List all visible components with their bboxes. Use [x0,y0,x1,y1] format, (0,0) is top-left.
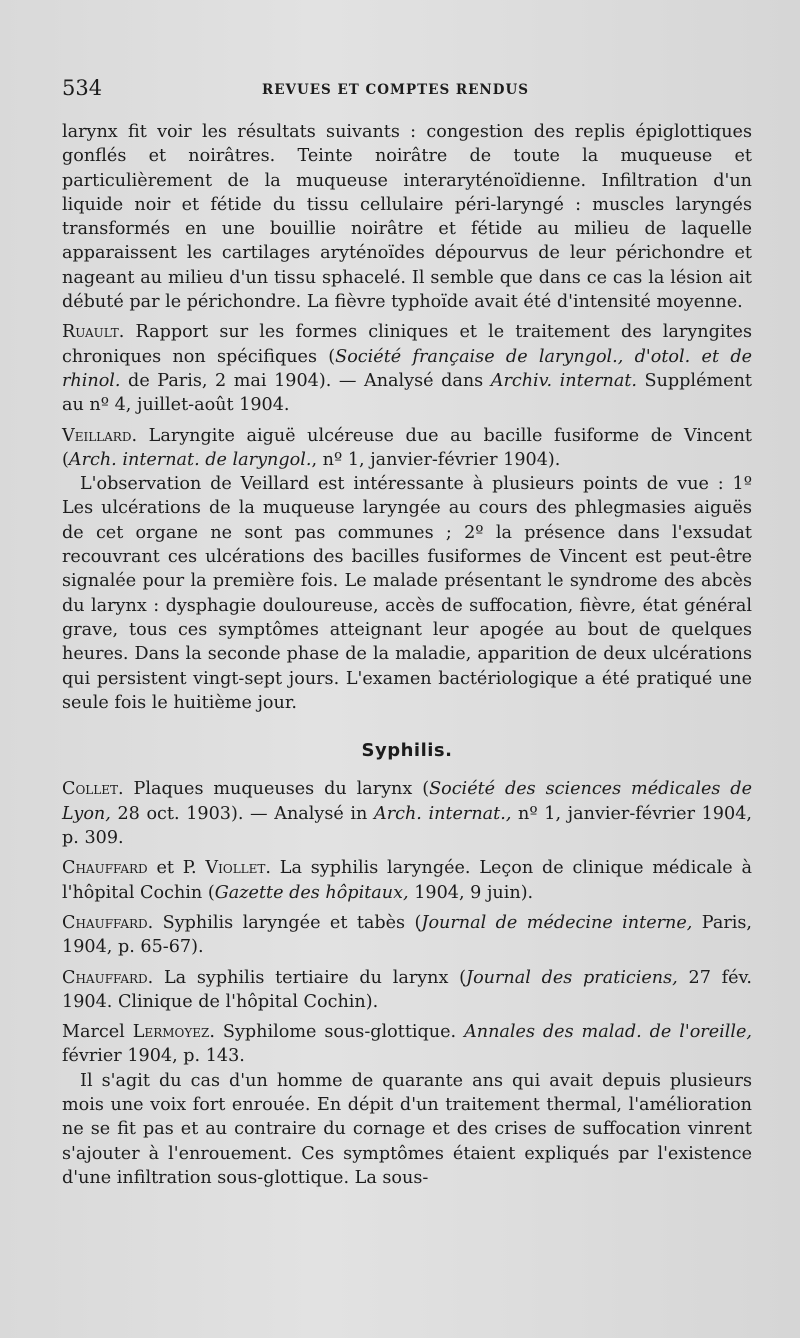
entry-text: Rapport sur les formes cliniques et le traitement des laryngites chroniques non spécifiques ( [62,322,752,367]
body-text [62,120,752,1190]
entry-text: février 1904, p. 143. [62,1046,245,1067]
journal-title: Société française de laryngol., d'otol. et de rhinol. [62,346,752,391]
entry-text: et P. [147,858,206,879]
author-chauffard: Chauffard [62,858,148,879]
author-viollet: Viollet. [205,858,271,879]
entry-text: Syphilome sous-glottique. [214,1022,465,1043]
journal-title: Annales des malad. de l'oreille, [464,1022,752,1043]
author-collet: Collet. [62,779,124,800]
entry-chauffard-tabes [62,911,752,960]
entry-text: nº 1, janvier-février 1904, p. 309. [62,803,752,849]
journal-title: Journal de médecine interne, [421,912,693,933]
entry-text: Laryngite aiguë ulcéreuse due au bacille fusiforme de Vincent ( [62,425,752,470]
page-number: 534 [62,76,103,100]
entry-chauffard-viollet [62,856,752,905]
journal-title: Gazette des hôpitaux, [214,882,409,903]
journal-title: Société des sciences médicales de Lyon, [62,779,752,824]
journal-title: Arch. internat., [373,803,512,824]
entry-text: La syphilis laryngée. Leçon de clinique médicale à l'hôpital Cochin ( [62,858,752,903]
section-heading-syphilis: Syphilis. [361,740,453,762]
author-chauffard: Chauffard. [62,967,154,988]
journal-title: Journal des praticiens, [466,967,678,988]
author-veillard: Veillard. [62,425,138,446]
entry-ruault [62,320,752,417]
entry-collet [62,777,752,850]
entry-text: de Paris, 2 mai 1904). — Analysé dans [120,370,491,391]
entry-chauffard-tertiaire [62,966,752,1015]
paragraph-larynx-findings: larynx fit voir les résultats suivants : congestion des replis épiglottiques gonflés et noirâtres. Teinte noirâtre de toute la muqueuse et particulièrement de la muqueuse interaryténoïdienne. Infiltration d'un liquide noir et fétide du tissu cellulaire péri-laryngé : muscles laryngés transformés en une bouillie noirâtre et fétide au milieu de laquelle apparaissent les cartilages aryténoïdes dépourvus de leur périchondre et nageant au milieu d'un tissu sphacelé. Il semble que dans ce cas la lésion ait débuté par le périchondre. La fièvre typhoïde avait été d'intensité moyenne. [62,122,752,313]
author-chauffard: Chauffard. [62,912,154,933]
paragraph-veillard-observation: L'observation de Veillard est intéressante à plusieurs points de vue : 1º Les ulcérations de la muqueuse laryngée au cours des phlegmasies aiguës de cet organe ne sont pas communes ; 2º la présence dans l'exsudat recouvrant ces ulcérations des bacilles fusiformes de Vincent est peut-être signalée pour la première fois. Le malade présentant le syndrome des abcès du larynx : dysphagie douloureuse, accès de suffocation, fièvre, état général grave, tous ces symptômes atteignant leur apogée au bout de quelques heures. Dans la seconde phase de la maladie, apparition de deux ulcérations qui persistent vingt-sept jours. L'examen bactériologique a été pratiqué une seule fois le huitième jour. [62,474,752,713]
paragraph-lermoyez-case: Il s'agit du cas d'un homme de quarante ans qui avait depuis plusieurs mois une voix fort enrouée. En dépit d'un traitement thermal, l'amélioration ne se fit pas et au contraire du cornage et des crises de suffocation vinrent s'ajouter à l'enrouement. Ces symptômes étaient expliqués par l'existence d'une infiltration sous-glottique. La sous- [62,1070,752,1188]
author-firstname: Marcel [62,1022,133,1043]
journal-title: Arch. internat. de laryngol. [68,449,312,470]
running-head: REVUES ET COMPTES RENDUS [262,82,529,98]
entry-text: Syphilis laryngée et tabès ( [153,912,422,933]
entry-text: Plaques muqueuses du larynx ( [123,779,430,800]
entry-text: 28 oct. 1903). — Analysé in [110,803,374,824]
entry-lermoyez [62,1020,752,1069]
entry-veillard [62,424,752,473]
entry-text: 1904, 9 juin). [408,882,534,903]
author-ruault: Ruault. [62,322,125,343]
entry-text: 27 fév. 1904. Clinique de l'hôpital Cochin). [62,967,752,1012]
author-lermoyez: Lermoyez. [132,1022,215,1043]
journal-title: Archiv. internat. [490,370,637,391]
page-header [62,76,752,106]
entry-text: Supplément au nº 4, juillet-août 1904. [62,370,752,416]
entry-text: , nº 1, janvier-février 1904). [311,449,561,470]
entry-text: Paris, 1904, p. 65-67). [62,912,753,958]
entry-text: La syphilis tertiaire du larynx ( [153,967,467,988]
